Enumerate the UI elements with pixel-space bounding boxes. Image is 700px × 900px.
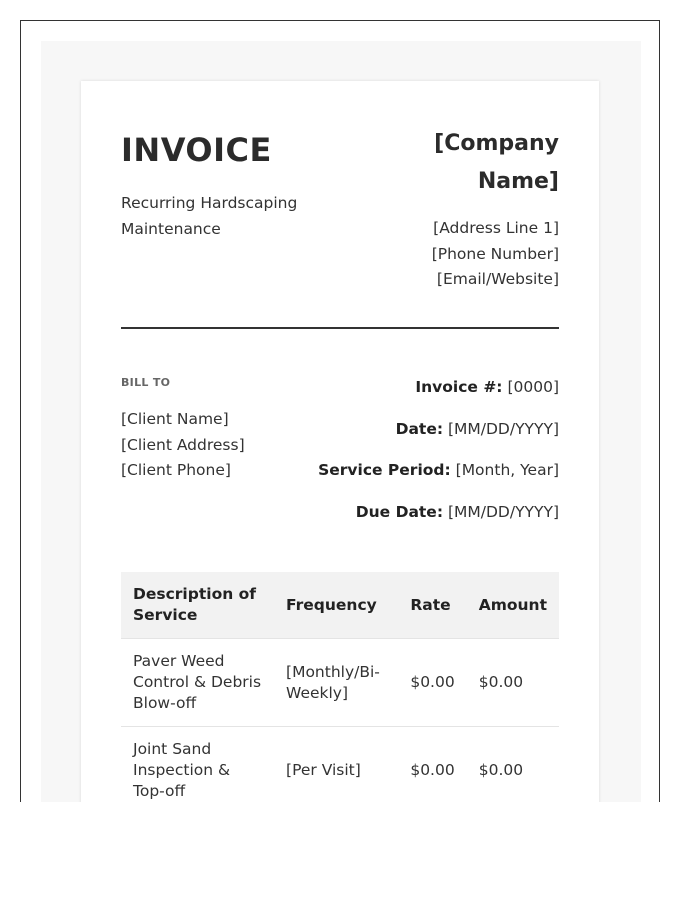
client-phone: [Client Phone] bbox=[121, 461, 231, 479]
services-table bbox=[121, 572, 559, 802]
header-description: Description of Service bbox=[133, 585, 257, 624]
meta-service-period bbox=[318, 460, 559, 502]
invoice-title: INVOICE bbox=[121, 131, 272, 169]
company-address bbox=[432, 216, 559, 293]
meta-value: [MM/DD/YYYY] bbox=[447, 419, 559, 438]
cell-rate: $0.00 bbox=[398, 727, 466, 803]
cell-description: Joint Sand Inspection & Top-off bbox=[121, 727, 274, 803]
table-row bbox=[121, 727, 559, 803]
table-row bbox=[121, 639, 559, 727]
table-header-row bbox=[121, 572, 559, 639]
header-amount: Amount bbox=[478, 595, 547, 614]
email-line: [Email/Website] bbox=[436, 270, 559, 288]
meta-value: [0000] bbox=[507, 378, 559, 396]
cell-description: Paver Weed Control & Debris Blow-off bbox=[121, 639, 274, 727]
cell-frequency: [Monthly/Bi-Weekly] bbox=[274, 639, 398, 727]
meta-invoice-number bbox=[318, 377, 559, 419]
invoice-meta bbox=[318, 377, 559, 543]
page-background bbox=[41, 41, 641, 802]
meta-label: Date: bbox=[395, 419, 444, 438]
client-name: [Client Name] bbox=[121, 410, 229, 428]
bill-to-label: BILL TO bbox=[121, 376, 171, 389]
header-rate: Rate bbox=[410, 595, 451, 614]
cell-rate: $0.00 bbox=[398, 639, 466, 727]
meta-value: [MM/DD/YYYY] bbox=[447, 502, 559, 521]
address-line: [Address Line 1] bbox=[433, 219, 559, 237]
phone-line: [Phone Number] bbox=[431, 244, 559, 263]
cell-amount: $0.00 bbox=[467, 727, 559, 803]
company-name: [Company Name] bbox=[434, 131, 559, 194]
meta-label: Due Date: bbox=[355, 502, 444, 521]
meta-value: [Month, Year] bbox=[455, 461, 559, 479]
meta-label: Service Period: bbox=[318, 461, 451, 479]
meta-due-date bbox=[318, 502, 559, 544]
invoice-subtitle: Recurring Hardscaping Maintenance bbox=[121, 194, 298, 238]
header-divider bbox=[121, 327, 559, 329]
header-frequency: Frequency bbox=[286, 595, 377, 614]
bill-to-details bbox=[121, 407, 245, 484]
meta-label: Invoice #: bbox=[415, 378, 503, 396]
client-address: [Client Address] bbox=[121, 435, 245, 454]
meta-date bbox=[318, 419, 559, 461]
invoice-paper bbox=[81, 81, 599, 802]
cell-frequency: [Per Visit] bbox=[274, 727, 398, 803]
cell-amount: $0.00 bbox=[467, 639, 559, 727]
document-frame bbox=[20, 20, 660, 802]
